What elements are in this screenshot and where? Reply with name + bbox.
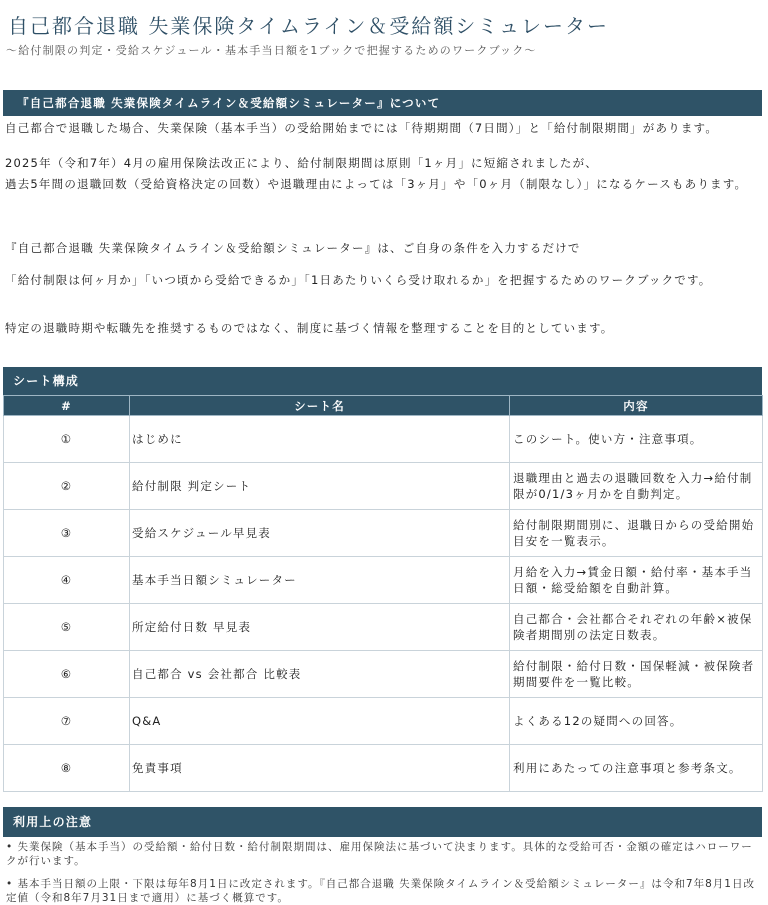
row-number: ①: [4, 416, 130, 463]
sheet-name: Q&A: [130, 698, 510, 745]
row-number: ⑤: [4, 604, 130, 651]
sheet-name: 基本手当日額シミュレーター: [130, 557, 510, 604]
page-title: 自己都合退職 失業保険タイムライン＆受給額シミュレーター: [8, 14, 609, 38]
about-paragraph-6: 特定の退職時期や転職先を推奨するものではなく、制度に基づく情報を整理することを目的としています。: [5, 321, 614, 335]
about-paragraph-5: 「給付制限は何ヶ月か」「いつ頃から受給できるか」「1日あたりいくら受け取れるか」を把握するためのワークブックです。: [5, 273, 712, 287]
table-row: [4, 510, 763, 557]
about-paragraph-3: 過去5年間の退職回数（受給資格決定の回数）や退職理由によっては「3ヶ月」や「0ヶ月（制限なし）」になるケースもあります。: [5, 177, 748, 191]
table-row: [4, 557, 763, 604]
about-paragraph-1: 自己都合で退職した場合、失業保険（基本手当）の受給開始までには「待期期間（7日間）」と「給付制限期間」があります。: [5, 121, 719, 135]
usage-note-2: • 基本手当日額の上限・下限は毎年8月1日に改定されます。『自己都合退職 失業保険タイムライン＆受給額シミュレーター』は令和7年8月1日改定値（令和8年7月31日まで適用）に基づく概算です。: [6, 878, 755, 904]
row-number: ④: [4, 557, 130, 604]
usage-notes-header: 利用上の注意: [3, 807, 762, 837]
table-row: [4, 698, 763, 745]
page-subtitle: 〜給付制限の判定・受給スケジュール・基本手当日額を1ブックで把握するためのワークブック〜: [6, 44, 537, 57]
row-number: ⑧: [4, 745, 130, 792]
table-row: [4, 463, 763, 510]
sheet-description: 給付制限・給付日数・国保軽減・被保険者期間要件を一覧比較。: [510, 651, 763, 698]
column-header-number: #: [4, 396, 130, 416]
sheet-description: 自己都合・会社都合それぞれの年齢×被保険者期間別の法定日数表。: [510, 604, 763, 651]
row-number: ③: [4, 510, 130, 557]
about-paragraph-4: 『自己都合退職 失業保険タイムライン＆受給額シミュレーター』は、ご自身の条件を入力するだけで: [5, 241, 581, 255]
column-header-sheet-name: シート名: [130, 396, 510, 416]
column-header-content: 内容: [510, 396, 763, 416]
row-number: ⑦: [4, 698, 130, 745]
sheet-description: 利用にあたっての注意事項と参考条文。: [510, 745, 763, 792]
sheet-description: よくある12の疑問への回答。: [510, 698, 763, 745]
sheet-name: 免責事項: [130, 745, 510, 792]
row-number: ②: [4, 463, 130, 510]
sheet-name: 自己都合 vs 会社都合 比較表: [130, 651, 510, 698]
sheet-description: 月給を入力→賃金日額・給付率・基本手当日額・総受給額を自動計算。: [510, 557, 763, 604]
table-row: [4, 416, 763, 463]
sheet-description: このシート。使い方・注意事項。: [510, 416, 763, 463]
sheet-list-table: [3, 395, 763, 792]
row-number: ⑥: [4, 651, 130, 698]
about-section-header: 『自己都合退職 失業保険タイムライン＆受給額シミュレーター』について: [3, 90, 762, 116]
sheet-name: 給付制限 判定シート: [130, 463, 510, 510]
sheet-list-header: シート構成: [3, 367, 762, 395]
table-row: [4, 604, 763, 651]
about-paragraph-2: 2025年（令和7年）4月の雇用保険法改正により、給付制限期間は原則「1ヶ月」に短縮されましたが、: [5, 156, 599, 170]
sheet-description: 退職理由と過去の退職回数を入力→給付制限が0/1/3ヶ月かを自動判定。: [510, 463, 763, 510]
sheet-name: はじめに: [130, 416, 510, 463]
table-header-row: [4, 396, 763, 416]
usage-note-1: • 失業保険（基本手当）の受給額・給付日数・給付制限期間は、雇用保険法に基づいて決まります。具体的な受給可否・金額の確定はハローワークが行います。: [6, 841, 753, 867]
table-row: [4, 745, 763, 792]
table-row: [4, 651, 763, 698]
sheet-name: 受給スケジュール早見表: [130, 510, 510, 557]
sheet-name: 所定給付日数 早見表: [130, 604, 510, 651]
sheet-description: 給付制限期間別に、退職日からの受給開始目安を一覧表示。: [510, 510, 763, 557]
